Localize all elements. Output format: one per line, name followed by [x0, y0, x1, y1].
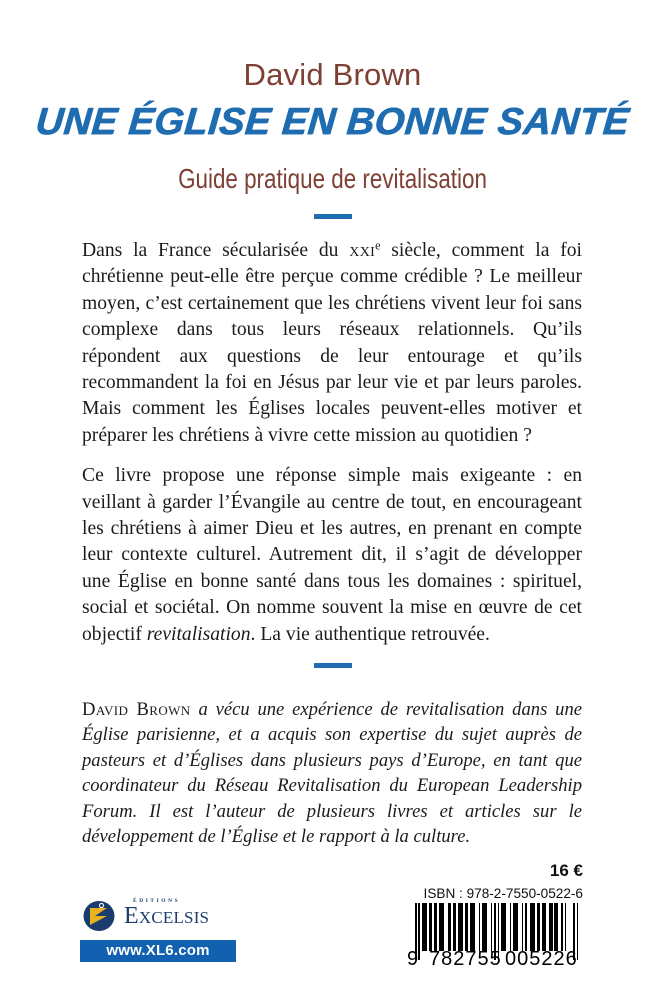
- blurb-p2-text-before-emphasis: Ce livre propose une réponse simple mais exigeante : en veillant à garder l’Évangile au centre de tout, en encourageant les chrétiens à aimer Dieu et les autres, en prenant en compte leur contexte culturel. Autrement dit, il s’agit de développer une Église en bonne santé dans tous les domaines : spirituel, social et sociétal. On nomme souvent la mise en œuvre de cet objectif: [82, 465, 582, 645]
- publisher-name-label: Excelsis: [124, 903, 210, 929]
- author-bio-paragraph: [82, 697, 582, 849]
- divider-bottom: [314, 663, 352, 668]
- blurb-p1-text-before-century: Dans la France sécularisée du: [82, 240, 350, 261]
- author-bio-block: [82, 697, 582, 849]
- barcode-left-group: 782755: [429, 948, 502, 970]
- isbn-label: ISBN : 978-2-7550-0522-6: [423, 886, 583, 901]
- book-title: UNE ÉGLISE EN BONNE SANTÉ: [34, 101, 631, 143]
- ean13-barcode: [407, 903, 587, 971]
- divider-top: [314, 214, 352, 219]
- blurb-paragraph-1: [82, 238, 582, 449]
- author-name: David Brown: [243, 57, 422, 92]
- author-bio-name: David Brown: [82, 699, 191, 720]
- blurb-p2-emphasis-revitalisation: revitalisation: [146, 623, 251, 645]
- book-subtitle: Guide pratique de revitalisation: [178, 163, 487, 194]
- century-roman-numeral: xxi: [349, 240, 376, 261]
- publisher-logo-block[interactable]: [80, 896, 240, 962]
- blurb-paragraph-2: [82, 463, 582, 648]
- barcode-digits: [407, 947, 587, 971]
- blurb-p2-text-after-emphasis: . La vie authentique retrouvée.: [250, 623, 490, 645]
- barcode-right-group: 005226: [505, 948, 578, 970]
- publisher-wordmark: [124, 897, 242, 929]
- author-bio-text: a vécu une expérience de revitalisation dans une Église parisienne, et a acquis son expertise du sujet auprès de pasteurs et d’Églises dans plusieurs pays d’Europe, en tant que coordinateur du Réseau Revitalisation du European Leadership Forum. Il est l’auteur de plusieurs livres et articles sur le développement de l’Église et le rapport à la culture.: [82, 699, 582, 848]
- barcode-bars: [415, 903, 579, 951]
- blurb-block: [82, 238, 582, 648]
- publisher-website-link[interactable]: www.XL6.com: [80, 940, 236, 962]
- publisher-editions-label: ÉDITIONS: [133, 898, 181, 904]
- publisher-logo-row: [80, 896, 240, 936]
- blurb-p1-text-after-century: siècle, comment la foi chrétienne peut-elle être perçue comme crédible ? Le meilleur moyen, c’est certainement que les chrétiens vivent leur foi sans complexe dans tous leurs réseaux relationnels. Qu’ils répondent aux questions de leur entourage et qu’ils recommandent la foi en Jésus par leur vie et par leurs paroles. Mais comment les Églises locales peuvent-elles motiver et préparer les chrétiens à vivre cette mission au quotidien ?: [82, 240, 582, 446]
- barcode-lead-digit: 9: [407, 948, 420, 970]
- century-ordinal-suffix: e: [375, 238, 381, 253]
- price-label: 16 €: [549, 861, 583, 880]
- excelsis-emblem-icon: [82, 898, 116, 932]
